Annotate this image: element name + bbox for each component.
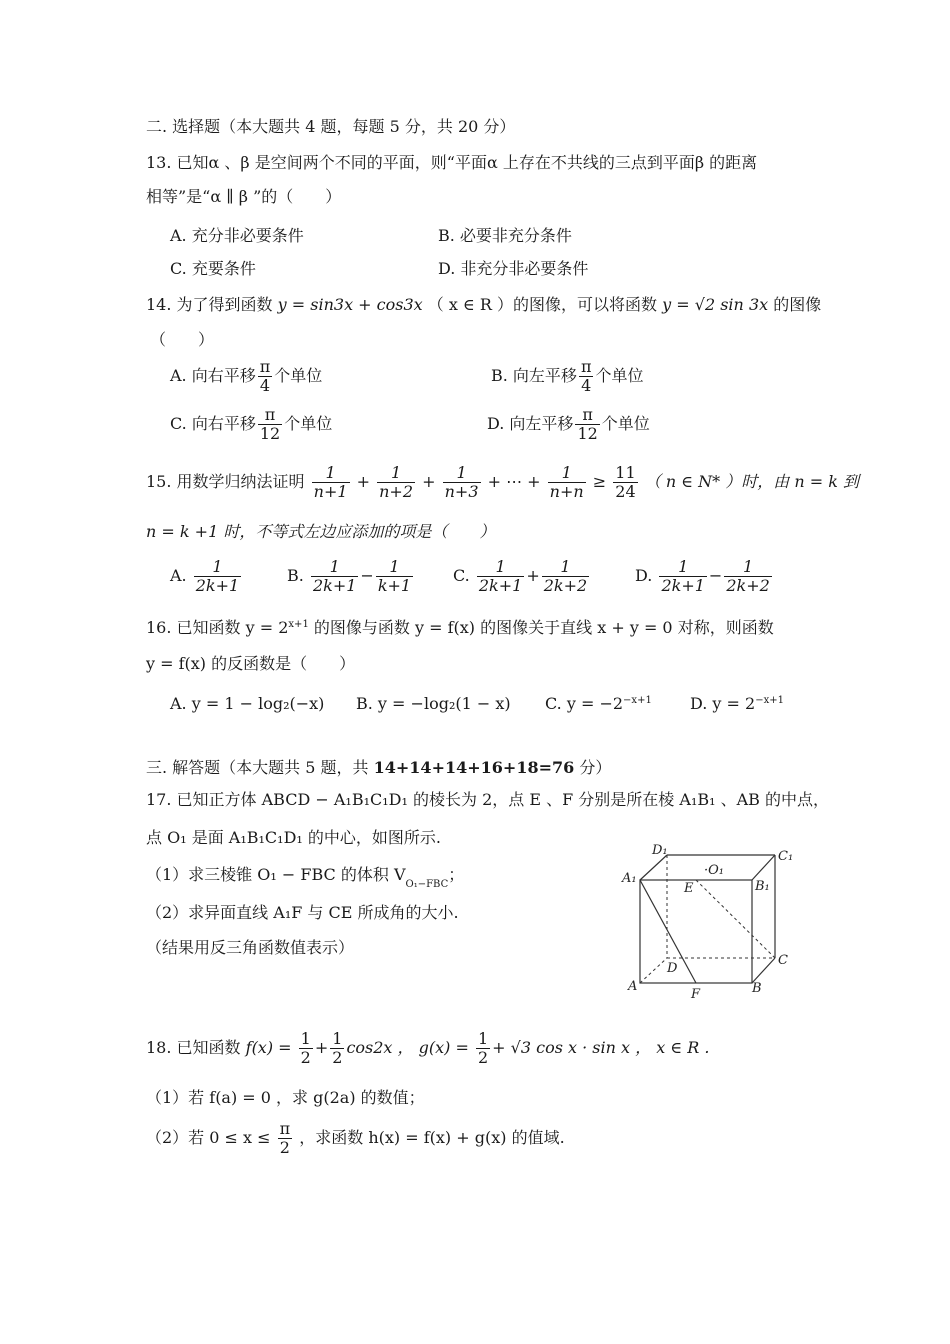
section-3-title: 三. 解答题（本大题共 5 题，共 14+14+14+16+18=76 分）: [146, 758, 612, 777]
q18-part2: （2）若 0 ≤ x ≤ $\frac{\pi}{2}$ ，求函数 h(x) = f(x) + g(x) 的值域.: [146, 1119, 565, 1157]
q14-formula-2: y = √2 sin 3x: [662, 295, 769, 314]
q14-option-b: B. 向左平移 $\frac{\pi}{4}$ 个单位: [491, 357, 644, 395]
q14-line1: [146, 295, 821, 315]
fraction: $\frac{1}{n+1}$: [313, 463, 348, 501]
q14-stem: 14. 为了得到函数: [146, 295, 273, 314]
cube-figure: [620, 840, 800, 1005]
fraction: $\frac{1}{n+n}$: [549, 463, 584, 501]
q18-line1: 18. 已知函数 f(x) = $\frac{1}{2}$ + $\frac{1}{2}$ cos2x ， g(x) = $\frac{1}{2}$ + √3 cos x · sin x ， x ∈ R .: [146, 1029, 710, 1067]
q14-option-d: D. 向左平移 $\frac{\pi}{12}$ 个单位: [487, 405, 650, 443]
q13-option-c: C. 充要条件: [170, 259, 256, 278]
q14-paren: （ ）: [150, 330, 215, 349]
fraction: $\frac{\pi}{2}$: [279, 1119, 291, 1157]
q15-option-a: A. $\frac{1}{2k+1}$: [170, 557, 240, 595]
q16-option-d: D. $y = 2^{-x+1}$: [690, 694, 784, 713]
q15-option-b: B. $\frac{1}{2k+1}$ − $\frac{1}{k+1}$: [287, 557, 412, 595]
q14-option-c: C. 向右平移 $\frac{\pi}{12}$ 个单位: [170, 405, 333, 443]
label-b1: B₁: [755, 879, 770, 894]
fraction: $\frac{11}{24}$: [615, 463, 636, 501]
label-c: C: [778, 953, 788, 968]
q13-option-d: D. 非充分非必要条件: [438, 259, 589, 278]
q16-line2: y = f(x) 的反函数是（ ）: [146, 654, 356, 673]
fraction: $\frac{1}{2k+2}$: [543, 557, 588, 595]
fraction: $\frac{1}{2k+1}$: [195, 557, 240, 595]
q14-formula-1: y = sin3x + cos3x: [277, 295, 423, 314]
q17-part1: （1）求三棱锥 O₁ − FBC 的体积 $V_{O_1-FBC}$；: [146, 865, 465, 890]
q14-option-a: A. 向右平移 $\frac{\pi}{4}$ 个单位: [170, 357, 323, 395]
fraction: $\frac{1}{2}$: [332, 1029, 343, 1067]
q16-line1: 16. 已知函数 $y = 2^{x+1}$ 的图像与函数 y = f(x) 的图像关于直线 x + y = 0 对称，则函数: [146, 618, 774, 637]
q18-part1: （1）若 f(a) = 0 ，求 g(2a) 的数值；: [146, 1088, 425, 1107]
fraction: $\frac{1}{2}$: [300, 1029, 311, 1067]
q17-line2: 点 O₁ 是面 A₁B₁C₁D₁ 的中心，如图所示.: [146, 828, 442, 847]
q16-option-a: A. y = 1 − log₂(−x): [170, 694, 325, 713]
fraction: $\frac{1}{2}$: [477, 1029, 489, 1067]
label-a: A: [628, 979, 638, 994]
label-f: F: [691, 987, 701, 1002]
fraction: $\frac{\pi}{12}$: [577, 405, 598, 443]
label-d1: D₁: [652, 843, 668, 858]
fraction: $\frac{\pi}{4}$: [580, 357, 592, 395]
label-o1: ·O₁: [704, 863, 725, 878]
q16-option-c: C. $y = -2^{-x+1}$: [545, 694, 652, 713]
q17-line1: 17. 已知正方体 ABCD − A₁B₁C₁D₁ 的棱长为 2，点 E 、F 分别是所在棱 A₁B₁ 、AB 的中点，: [146, 790, 830, 809]
q15-option-c: C. $\frac{1}{2k+1}$ + $\frac{1}{2k+2}$: [453, 557, 588, 595]
q14-tail: 的图像: [773, 295, 822, 314]
fraction: $\frac{\pi}{12}$: [259, 405, 281, 443]
label-e: E: [684, 881, 694, 896]
q13-line1: 13. 已知α 、β 是空间两个不同的平面，则“平面α 上存在不共线的三点到平面β 的距离: [146, 153, 758, 172]
fraction: $\frac{1}{2k+2}$: [726, 557, 770, 595]
label-a1: A₁: [622, 871, 637, 886]
label-d: D: [667, 961, 678, 976]
fraction: $\frac{1}{n+3}$: [444, 463, 479, 501]
q17-note: （结果用反三角函数值表示）: [146, 938, 355, 957]
q13-option-b: B. 必要非充分条件: [438, 226, 572, 245]
q14-domain: （ x ∈ R ）的图像，可以将函数: [427, 295, 658, 314]
q15-line1: 15. 用数学归纳法证明 $\frac{1}{n+1}$ + $\frac{1}{n+2}$ + $\frac{1}{n+3}$ + ⋯ + $\frac{1}{n+n}$ ≥ $\frac{11}{24}$ （ n ∈ N* ）时，由 n = k 到: [146, 463, 859, 501]
fraction: $\frac{1}{k+1}$: [377, 557, 412, 595]
q17-part2: （2）求异面直线 A₁F 与 CE 所成角的大小.: [146, 903, 459, 922]
label-c1: C₁: [778, 849, 794, 864]
fraction: $\frac{1}{n+2}$: [379, 463, 414, 501]
q15-option-d: D. $\frac{1}{2k+1}$ − $\frac{1}{2k+2}$: [635, 557, 770, 595]
section-2-title: 二. 选择题（本大题共 4 题，每题 5 分，共 20 分）: [146, 117, 516, 136]
q13-line2: 相等”是“α ∥ β ”的（ ）: [146, 187, 342, 206]
q13-option-a: A. 充分非必要条件: [170, 226, 304, 245]
fraction: $\frac{1}{2k+1}$: [478, 557, 523, 595]
label-b: B: [752, 981, 762, 996]
q15-line2: n = k +1 时，不等式左边应添加的项是（ ）: [146, 522, 496, 541]
fraction: $\frac{1}{2k+1}$: [661, 557, 705, 595]
q16-option-b: B. y = −log₂(1 − x): [356, 694, 511, 713]
fraction: $\frac{\pi}{4}$: [259, 357, 271, 395]
fraction: $\frac{1}{2k+1}$: [312, 557, 357, 595]
